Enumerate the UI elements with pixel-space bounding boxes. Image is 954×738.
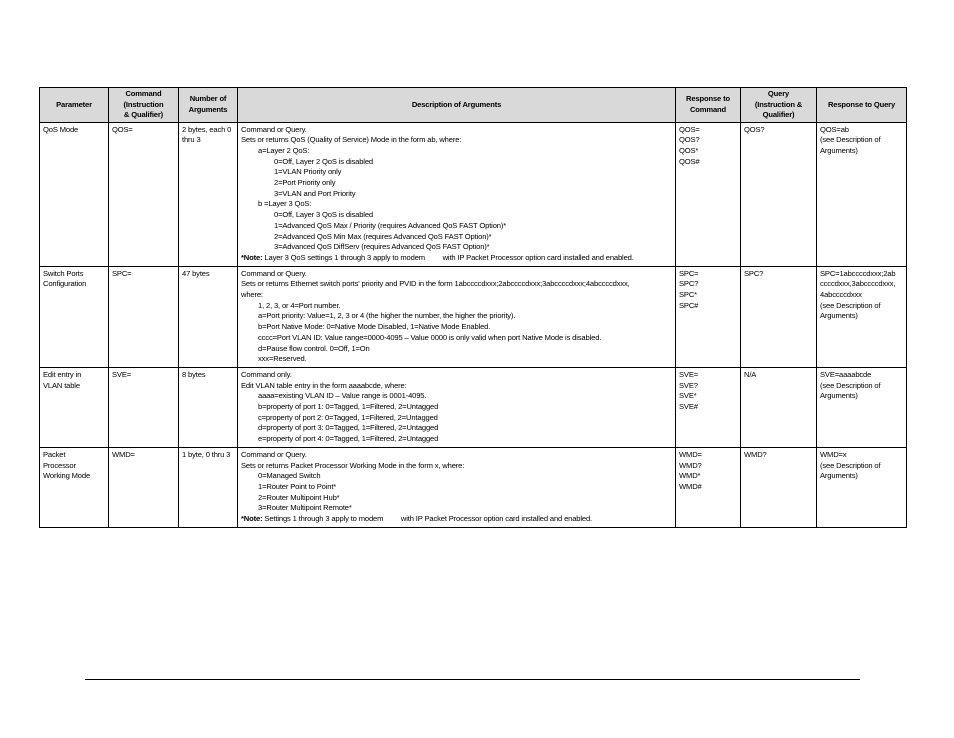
arguments-cell-line: thru 3 <box>182 135 201 145</box>
response-cell-line: WMD# <box>679 482 702 491</box>
table-body <box>40 122 907 527</box>
note-label: *Note: <box>241 514 265 524</box>
response-cell-line: WMD? <box>679 460 702 470</box>
description-line: e=property of port 4: 0=Tagged, 1=Filtered, 2=Untagged <box>258 434 439 444</box>
header-command-line: Command <box>125 89 162 98</box>
header-response-to-command <box>676 88 741 123</box>
description-line: a=Port priority: Value=1, 2, 3 or 4 (the higher the number, the higher the priority). <box>258 311 516 321</box>
query-response-cell-line: Arguments) <box>820 145 858 155</box>
command-cell <box>109 447 179 527</box>
header-response-to-query-line: Response to Query <box>827 99 896 109</box>
description-cell <box>238 266 676 367</box>
header-command <box>109 88 179 123</box>
parameter-cell <box>40 122 109 266</box>
parameter-cell <box>40 447 109 527</box>
description-cell <box>238 367 676 447</box>
description-line: 1, 2, 3, or 4=Port number. <box>258 300 341 310</box>
query-cell <box>741 122 817 266</box>
query-cell <box>741 266 817 367</box>
arguments-cell <box>179 367 238 447</box>
header-query <box>741 88 817 123</box>
parameter-cell-line: Processor <box>43 460 76 470</box>
parameter-cell-line: Working Mode <box>43 471 91 481</box>
command-cell-line: SVE= <box>112 369 132 379</box>
response-cell-line: SPC* <box>679 290 697 300</box>
header-parameter-line: Parameter <box>56 99 92 109</box>
query-response-cell <box>817 266 907 367</box>
arguments-cell-line: 8 bytes <box>182 369 206 379</box>
command-cell <box>109 122 179 266</box>
response-cell-line: QOS# <box>679 156 700 166</box>
description-line: Command or Query. <box>241 268 307 278</box>
header-response-to-command-line: Response to <box>686 94 730 104</box>
command-cell-line: SPC= <box>112 268 132 278</box>
query-response-cell-line: (see Description of <box>820 460 881 470</box>
arguments-cell <box>179 122 238 266</box>
header-response-to-command-line: Command <box>689 104 727 114</box>
response-cell-line: WMD* <box>679 471 701 481</box>
description-line: 3=VLAN and Port Priority <box>274 188 356 198</box>
response-cell-line: SVE# <box>679 402 698 412</box>
header-parameter <box>40 88 109 123</box>
query-response-cell <box>817 447 907 527</box>
query-cell <box>741 367 817 447</box>
description-line: 3=Router Multipoint Remote* <box>258 503 352 513</box>
header-description-line: Description of Arguments <box>411 99 502 109</box>
parameter-cell-line: QoS Mode <box>43 124 79 134</box>
query-response-cell-line: (see Description of <box>820 135 881 145</box>
command-cell <box>109 266 179 367</box>
table-row <box>40 266 907 367</box>
table-header-row <box>40 88 907 123</box>
parameter-cell <box>40 367 109 447</box>
query-cell <box>741 447 817 527</box>
response-cell <box>676 447 741 527</box>
description-line: 1=Advanced QoS Max / Priority (requires Advanced QoS FAST Option)* <box>274 220 507 230</box>
response-cell-line: SVE* <box>679 391 697 401</box>
description-line: 1=VLAN Priority only <box>274 167 342 177</box>
command-cell <box>109 367 179 447</box>
description-line: a=Layer 2 QoS: <box>258 145 310 155</box>
header-query-line: Qualifier) <box>762 110 795 119</box>
header-query-line: Query <box>767 89 790 98</box>
header-command-line: & Qualifier) <box>123 110 164 119</box>
note-label: *Note: <box>241 252 265 262</box>
query-cell-line: SPC? <box>744 268 764 278</box>
description-line: b=property of port 1: 0=Tagged, 1=Filtered, 2=Untagged <box>258 402 439 412</box>
response-cell <box>676 266 741 367</box>
description-line: Sets or returns Packet Processor Working Mode in the form x, where: <box>241 460 465 470</box>
parameter-cell-line: Configuration <box>43 279 87 289</box>
response-cell-line: WMD= <box>679 449 702 459</box>
description-line: d=Pause flow control. 0=Off, 1=On <box>258 343 370 353</box>
response-cell-line: SPC= <box>679 268 699 278</box>
table-row <box>40 122 907 266</box>
command-reference-table <box>39 87 907 528</box>
description-line: c=property of port 2: 0=Tagged, 1=Filtered, 2=Untagged <box>258 412 438 422</box>
parameter-cell-line: Edit entry in <box>43 369 82 379</box>
description-line: *Note: Settings 1 through 3 apply to modem with IP Packet Processor option card installed and enabled. <box>241 514 593 524</box>
description-cell <box>238 447 676 527</box>
response-cell <box>676 367 741 447</box>
query-response-cell-line: WMD=x <box>820 449 847 459</box>
query-response-cell <box>817 367 907 447</box>
header-number-of-arguments-line: Number of <box>189 94 227 104</box>
description-line: 0=Off, Layer 2 QoS is disabled <box>274 156 373 166</box>
header-response-to-query <box>817 88 907 123</box>
response-cell-line: QOS= <box>679 124 700 134</box>
description-line: where: <box>241 290 263 300</box>
query-response-cell-line: (see Description of <box>820 380 881 390</box>
description-line: Command or Query. <box>241 449 307 459</box>
description-line: aaaa=existing VLAN ID – Value range is 0001-4095. <box>258 391 427 401</box>
description-line: d=property of port 3: 0=Tagged, 1=Filtered, 2=Untagged <box>258 423 439 433</box>
description-line: Edit VLAN table entry in the form aaaabcde, where: <box>241 380 407 390</box>
description-line: b=Port Native Mode: 0=Native Mode Disabled, 1=Native Mode Enabled. <box>258 322 491 332</box>
description-line: 0=Managed Switch <box>258 471 321 481</box>
description-line: xxx=Reserved. <box>258 354 307 364</box>
parameter-cell-line: Switch Ports <box>43 268 84 278</box>
description-line: Command only. <box>241 369 292 379</box>
response-cell-line: QOS? <box>679 135 700 145</box>
parameter-cell-line: Packet <box>43 449 66 459</box>
table-row <box>40 447 907 527</box>
header-command-line: (Instruction <box>123 99 164 109</box>
description-cell <box>238 122 676 266</box>
description-line: b =Layer 3 QoS: <box>258 199 312 209</box>
description-line: Sets or returns Ethernet switch ports' priority and PVID in the form 1abccccdxxx;2abccccdxxx;3abccccdxxx;4abccccdxxx, <box>241 279 630 289</box>
arguments-cell <box>179 266 238 367</box>
query-response-cell-line: (see Description of <box>820 300 881 310</box>
arguments-cell-line: 2 bytes, each 0 <box>182 124 232 134</box>
query-response-cell-line: 4abccccdxxx <box>820 290 862 300</box>
description-line: *Note: Layer 3 QoS settings 1 through 3 apply to modem with IP Packet Processor option card installed and enabled. <box>241 252 634 262</box>
description-line: 0=Off, Layer 3 QoS is disabled <box>274 210 373 220</box>
query-response-cell-line: Arguments) <box>820 311 858 321</box>
parameter-cell-line: VLAN table <box>43 380 80 390</box>
header-number-of-arguments <box>179 88 238 123</box>
header-query-line: (Instruction & <box>754 99 803 109</box>
query-response-cell <box>817 122 907 266</box>
response-cell-line: SVE? <box>679 380 698 390</box>
query-cell-line: WMD? <box>744 449 767 459</box>
query-response-cell-line: Arguments) <box>820 391 858 401</box>
parameter-cell <box>40 266 109 367</box>
footer-divider <box>85 679 860 680</box>
query-response-cell-line: ccccdxxx,3abccccdxxx, <box>820 279 896 289</box>
response-cell-line: SVE= <box>679 369 699 379</box>
header-description <box>238 88 676 123</box>
query-cell-line: QOS? <box>744 124 765 134</box>
table-row <box>40 367 907 447</box>
description-line: Command or Query. <box>241 124 307 134</box>
command-cell-line: QOS= <box>112 124 133 134</box>
query-response-cell-line: Arguments) <box>820 471 858 481</box>
query-cell-line: N/A <box>744 369 757 379</box>
arguments-cell-line: 1 byte, 0 thru 3 <box>182 449 231 459</box>
command-cell-line: WMD= <box>112 449 135 459</box>
response-cell <box>676 122 741 266</box>
description-line: 3=Advanced QoS DiffServ (requires Advanced QoS FAST Option)* <box>274 242 490 252</box>
description-line: 2=Router Multipoint Hub* <box>258 492 340 502</box>
response-cell-line: SPC# <box>679 300 699 310</box>
query-response-cell-line: SVE=aaaabcde <box>820 369 872 379</box>
response-cell-line: QOS* <box>679 145 699 155</box>
arguments-cell-line: 47 bytes <box>182 268 210 278</box>
description-line: 2=Advanced QoS Min Max (requires Advanced QoS FAST Option)* <box>274 231 492 241</box>
query-response-cell-line: SPC=1abccccdxxx;2ab <box>820 268 896 278</box>
description-line: Sets or returns QoS (Quality of Service) Mode in the form ab, where: <box>241 135 462 145</box>
header-number-of-arguments-line: Arguments <box>188 104 228 114</box>
response-cell-line: SPC? <box>679 279 699 289</box>
description-line: 1=Router Point to Point* <box>258 482 337 491</box>
description-line: 2=Port Priority only <box>274 178 336 188</box>
query-response-cell-line: QOS=ab <box>820 124 849 134</box>
description-line: cccc=Port VLAN ID: Value range=0000-4095 – Value 0000 is only valid when port Native Mode is disabled. <box>258 332 602 342</box>
arguments-cell <box>179 447 238 527</box>
